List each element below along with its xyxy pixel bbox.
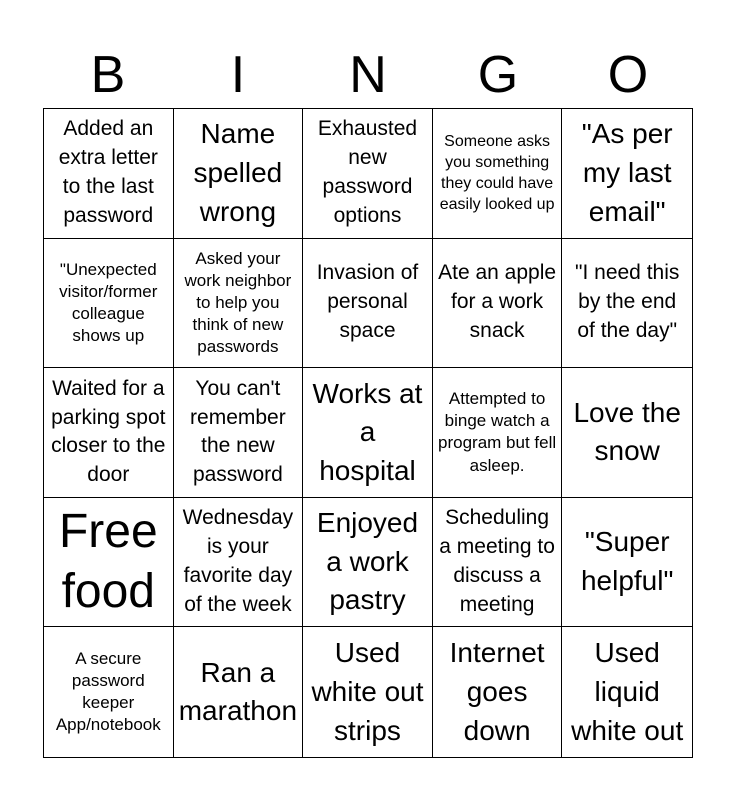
bingo-cell[interactable] [44,368,174,498]
bingo-cell[interactable] [303,368,433,498]
cell-text: Someone asks you something they could have easily looked up [439,133,555,214]
bingo-cell[interactable] [562,498,692,628]
bingo-cell[interactable] [303,109,433,239]
bingo-cell[interactable] [303,498,433,628]
bingo-cell[interactable] [433,368,563,498]
cell-text: "I need this by the end of the day" [575,261,680,343]
bingo-cell[interactable] [44,109,174,239]
bingo-cell[interactable] [303,627,433,757]
cell-text: Used white out strips [311,637,424,746]
cell-text: You can't remember the new password [190,376,286,487]
bingo-cell[interactable] [562,109,692,239]
bingo-header [43,42,693,108]
header-letter-o: O [607,46,649,104]
bingo-board [43,108,693,758]
bingo-cell[interactable] [562,627,692,757]
bingo-cell[interactable] [44,239,174,369]
cell-text: Internet goes down [449,637,545,746]
cell-text: A secure password keeper App/notebook [55,649,161,735]
bingo-cell[interactable] [44,627,174,757]
bingo-cell[interactable] [433,239,563,369]
bingo-cell[interactable] [174,627,304,757]
cell-text: Enjoyed a work pastry [316,507,419,616]
cell-text: "Super helpful" [580,526,674,597]
cell-text: Used liquid white out [571,637,684,746]
bingo-cell[interactable] [433,627,563,757]
cell-text: "Unexpected visitor/former colleague shows up [59,259,158,345]
cell-text: Attempted to binge watch a program but fell asleep. [438,389,557,475]
cell-text: Love the snow [573,396,681,467]
bingo-cell[interactable] [174,498,304,628]
bingo-cell[interactable] [562,239,692,369]
bingo-cell[interactable] [433,109,563,239]
header-letter-b: B [90,46,126,104]
header-letter-g: G [477,46,519,104]
bingo-cell[interactable] [174,368,304,498]
cell-text: Ran a marathon [178,656,298,727]
bingo-cell[interactable] [433,498,563,628]
bingo-cell[interactable] [174,239,304,369]
cell-text: Asked your work neighbor to help you think of new passwords [184,248,292,357]
cell-text: Wednesday is your favorite day of the week [182,506,294,617]
header-letter-n: N [349,46,387,104]
cell-text: Scheduling a meeting to discuss a meeting [439,506,555,617]
cell-text: Exhausted new password options [317,117,418,228]
cell-text: Works at a hospital [312,377,423,486]
bingo-cell[interactable] [562,368,692,498]
bingo-cell[interactable] [303,239,433,369]
cell-text: "As per my last email" [581,118,673,227]
cell-text: Free food [58,505,158,619]
header-letter-i: I [230,46,246,104]
bingo-cell[interactable] [174,109,304,239]
cell-text: Name spelled wrong [193,118,283,227]
cell-text: Waited for a parking spot closer to the door [51,376,166,487]
cell-text: Added an extra letter to the last password [58,117,158,228]
bingo-cell[interactable] [44,498,174,628]
cell-text: Invasion of personal space [316,261,419,343]
cell-text: Ate an apple for a work snack [438,261,557,343]
